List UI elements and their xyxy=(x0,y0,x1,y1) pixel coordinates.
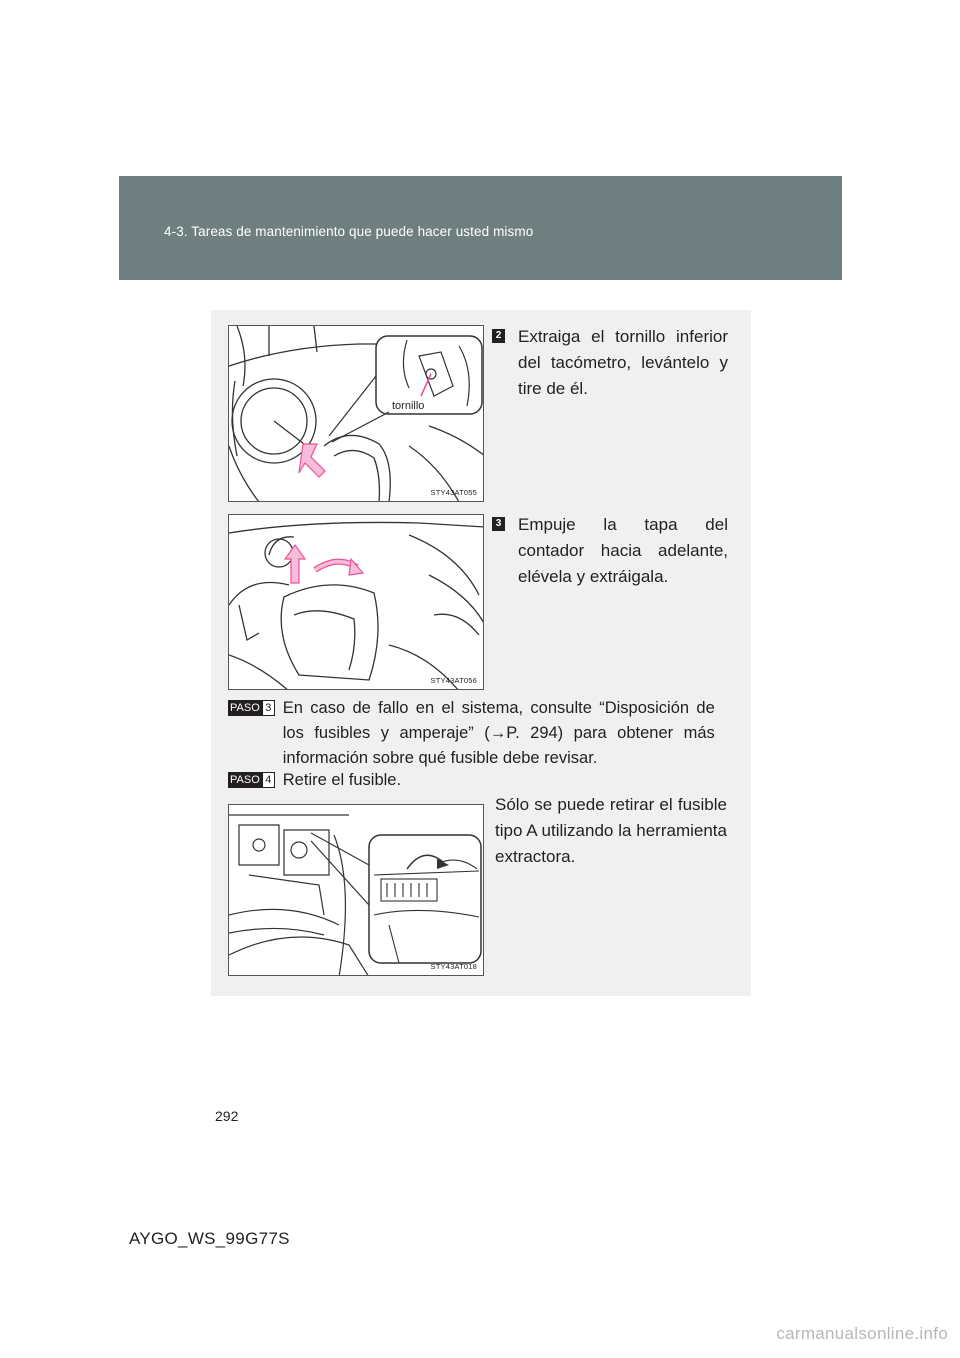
meter-hood-illustration xyxy=(229,515,484,690)
paso-text: Retire el fusible. xyxy=(282,771,402,789)
screw-callout-label: tornillo xyxy=(392,400,425,412)
item-number-badge: 2 xyxy=(492,329,505,343)
paso-label: PASO xyxy=(230,702,260,714)
paso-number: 3 xyxy=(262,700,275,716)
instruction-item-2 xyxy=(495,324,728,402)
paso-label: PASO xyxy=(230,774,260,786)
item-number-badge: 3 xyxy=(492,517,505,531)
paso-step-4 xyxy=(228,768,715,793)
paso-badge xyxy=(228,700,275,716)
tachometer-screw-illustration xyxy=(229,326,484,502)
page-number: 292 xyxy=(215,1108,239,1124)
figure-code: STY43AT018 xyxy=(430,962,477,971)
paso-text: En caso de fallo en el sistema, consulte “Disposición de los fusibles y amperaje” (→P. 294) para obtener más información sobre qué fusible debe revisar. xyxy=(282,699,715,767)
figure-tachometer-screw xyxy=(228,325,484,502)
instruction-item-3 xyxy=(495,512,728,590)
watermark: carmanualsonline.info xyxy=(776,1324,948,1343)
section-header xyxy=(119,176,842,280)
figure-code: STY43AT055 xyxy=(430,488,477,497)
instruction-text: Extraiga el tornillo inferior del tacómetro, levántelo y tire de él. xyxy=(518,327,728,398)
figure-code: STY43AT056 xyxy=(430,676,477,685)
paso-number: 4 xyxy=(262,772,275,788)
section-title: 4-3. Tareas de mantenimiento que puede hacer usted mismo xyxy=(164,224,534,239)
instruction-text: Empuje la tapa del contador hacia adelante, elévela y extráigala. xyxy=(518,515,728,586)
paso-badge xyxy=(228,772,275,788)
fuse-note: Sólo se puede retirar el fusible tipo A utilizando la herramienta extractora. xyxy=(495,795,727,866)
figure-fuse xyxy=(228,804,484,976)
fuse-illustration xyxy=(229,805,484,976)
paso-step-3 xyxy=(228,696,715,771)
document-code: AYGO_WS_99G77S xyxy=(129,1229,290,1248)
figure-meter-hood xyxy=(228,514,484,690)
